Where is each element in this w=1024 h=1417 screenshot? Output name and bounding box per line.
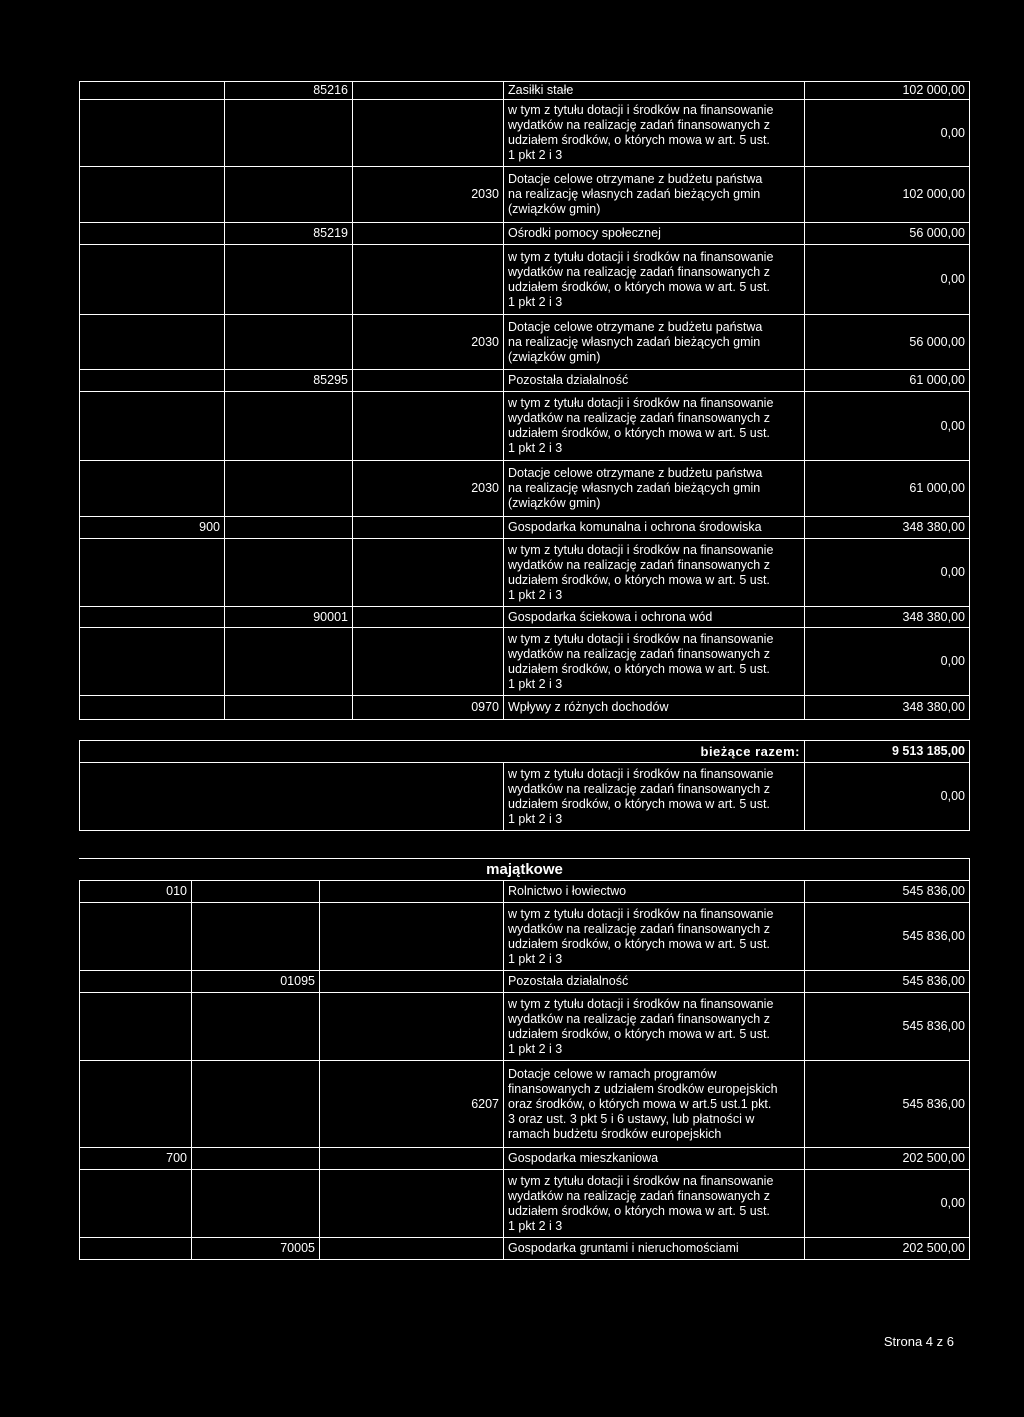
cell-paragraph bbox=[353, 223, 504, 245]
cell-paragraph bbox=[320, 1148, 504, 1170]
cell-amount: 61 000,00 bbox=[805, 461, 970, 517]
table-row bbox=[80, 628, 970, 696]
cell-paragraph: 6207 bbox=[320, 1061, 504, 1148]
cell-paragraph: 0970 bbox=[353, 696, 504, 720]
cell-paragraph bbox=[320, 993, 504, 1061]
table-row bbox=[80, 370, 970, 392]
cell-chapter bbox=[225, 315, 353, 370]
cell-paragraph bbox=[353, 539, 504, 607]
cell-chapter: 01095 bbox=[192, 971, 320, 993]
cell-chapter bbox=[192, 903, 320, 971]
table-row bbox=[80, 1148, 970, 1170]
cell-division bbox=[80, 1238, 192, 1260]
cell-description: Gospodarka gruntami i nieruchomościami bbox=[504, 1238, 805, 1260]
summary-sub-row bbox=[80, 763, 970, 831]
cell-chapter bbox=[225, 539, 353, 607]
table-row bbox=[80, 315, 970, 370]
section-title: majątkowe bbox=[80, 859, 970, 881]
cell-chapter bbox=[225, 245, 353, 315]
cell-paragraph bbox=[320, 903, 504, 971]
table-row bbox=[80, 392, 970, 461]
cell-description: w tym z tytułu dotacji i środków na finansowanie wydatków na realizację zadań finansowanych z udziałem środków, o których mowa w art. 5 ust. 1 pkt 2 i 3 bbox=[504, 100, 805, 167]
cell-paragraph bbox=[353, 100, 504, 167]
table-row bbox=[80, 696, 970, 720]
cell-amount: 545 836,00 bbox=[805, 881, 970, 903]
cell-chapter bbox=[225, 167, 353, 223]
table-row bbox=[80, 1238, 970, 1260]
cell-chapter bbox=[225, 517, 353, 539]
cell-description: Gospodarka mieszkaniowa bbox=[504, 1148, 805, 1170]
cell-amount: 0,00 bbox=[805, 392, 970, 461]
cell-division bbox=[80, 628, 225, 696]
cell-amount: 545 836,00 bbox=[805, 993, 970, 1061]
cell-description: Dotacje celowe otrzymane z budżetu państwa na realizację własnych zadań bieżących gmin (związków gmin) bbox=[504, 461, 805, 517]
cell-amount: 348 380,00 bbox=[805, 607, 970, 628]
cell-division bbox=[80, 607, 225, 628]
cell-amount: 56 000,00 bbox=[805, 315, 970, 370]
cell-division bbox=[80, 461, 225, 517]
cell-chapter bbox=[225, 100, 353, 167]
cell-division bbox=[80, 167, 225, 223]
summary-row bbox=[80, 741, 970, 763]
table-row bbox=[80, 1061, 970, 1148]
cell-description: Dotacje celowe otrzymane z budżetu państwa na realizację własnych zadań bieżących gmin (związków gmin) bbox=[504, 315, 805, 370]
cell-paragraph: 2030 bbox=[353, 167, 504, 223]
cell-division bbox=[80, 539, 225, 607]
cell-amount: 0,00 bbox=[805, 100, 970, 167]
cell-division bbox=[80, 392, 225, 461]
cell-amount: 545 836,00 bbox=[805, 903, 970, 971]
cell-description: Ośrodki pomocy społecznej bbox=[504, 223, 805, 245]
cell-description: w tym z tytułu dotacji i środków na finansowanie wydatków na realizację zadań finansowanych z udziałem środków, o których mowa w art. 5 ust. 1 pkt 2 i 3 bbox=[504, 628, 805, 696]
cell-division bbox=[80, 223, 225, 245]
table-row bbox=[80, 461, 970, 517]
summary-sub-desc: w tym z tytułu dotacji i środków na finansowanie wydatków na realizację zadań finansowanych z udziałem środków, o których mowa w art. 5 ust. 1 pkt 2 i 3 bbox=[504, 763, 805, 831]
cell-amount: 202 500,00 bbox=[805, 1238, 970, 1260]
summary-sub-amount: 0,00 bbox=[805, 763, 970, 831]
cell-paragraph bbox=[320, 881, 504, 903]
cell-description: Pozostała działalność bbox=[504, 971, 805, 993]
budget-table-current bbox=[79, 81, 970, 720]
cell-paragraph bbox=[353, 517, 504, 539]
cell-division bbox=[80, 971, 192, 993]
current-summary-table bbox=[79, 740, 970, 831]
table-row bbox=[80, 167, 970, 223]
cell-chapter: 85295 bbox=[225, 370, 353, 392]
cell-paragraph: 2030 bbox=[353, 315, 504, 370]
cell-amount: 545 836,00 bbox=[805, 1061, 970, 1148]
cell-division bbox=[80, 100, 225, 167]
cell-division bbox=[80, 1170, 192, 1238]
cell-paragraph bbox=[353, 392, 504, 461]
cell-chapter: 85219 bbox=[225, 223, 353, 245]
cell-chapter bbox=[225, 696, 353, 720]
table-row bbox=[80, 245, 970, 315]
cell-amount: 348 380,00 bbox=[805, 696, 970, 720]
page-number: Strona 4 z 6 bbox=[883, 1334, 954, 1349]
cell-division: 900 bbox=[80, 517, 225, 539]
cell-division bbox=[80, 315, 225, 370]
cell-description: Gospodarka ściekowa i ochrona wód bbox=[504, 607, 805, 628]
cell-description: Rolnictwo i łowiectwo bbox=[504, 881, 805, 903]
cell-description: Zasiłki stałe bbox=[504, 82, 805, 100]
cell-chapter bbox=[225, 628, 353, 696]
cell-paragraph bbox=[320, 1170, 504, 1238]
section-title-row bbox=[80, 859, 970, 881]
cell-amount: 0,00 bbox=[805, 1170, 970, 1238]
cell-description: w tym z tytułu dotacji i środków na finansowanie wydatków na realizację zadań finansowanych z udziałem środków, o których mowa w art. 5 ust. 1 pkt 2 i 3 bbox=[504, 539, 805, 607]
cell-paragraph: 2030 bbox=[353, 461, 504, 517]
cell-paragraph bbox=[353, 370, 504, 392]
cell-description: Gospodarka komunalna i ochrona środowiska bbox=[504, 517, 805, 539]
cell-description: Dotacje celowe otrzymane z budżetu państwa na realizację własnych zadań bieżących gmin (związków gmin) bbox=[504, 167, 805, 223]
budget-table-capital bbox=[79, 858, 970, 1260]
cell-division bbox=[80, 370, 225, 392]
cell-chapter bbox=[192, 1170, 320, 1238]
cell-division: 700 bbox=[80, 1148, 192, 1170]
cell-division bbox=[80, 696, 225, 720]
summary-amount: 9 513 185,00 bbox=[805, 741, 970, 763]
cell-amount: 545 836,00 bbox=[805, 971, 970, 993]
cell-description: Pozostała działalność bbox=[504, 370, 805, 392]
cell-chapter bbox=[192, 881, 320, 903]
table-row bbox=[80, 517, 970, 539]
cell-division bbox=[80, 245, 225, 315]
cell-chapter: 85216 bbox=[225, 82, 353, 100]
cell-description: Wpływy z różnych dochodów bbox=[504, 696, 805, 720]
cell-paragraph bbox=[353, 607, 504, 628]
cell-amount: 0,00 bbox=[805, 539, 970, 607]
cell-chapter: 90001 bbox=[225, 607, 353, 628]
summary-label: bieżące razem: bbox=[80, 741, 805, 763]
cell-description: w tym z tytułu dotacji i środków na finansowanie wydatków na realizację zadań finansowanych z udziałem środków, o których mowa w art. 5 ust. 1 pkt 2 i 3 bbox=[504, 993, 805, 1061]
cell-amount: 348 380,00 bbox=[805, 517, 970, 539]
cell-description: Dotacje celowe w ramach programów finansowanych z udziałem środków europejskich oraz środków, o których mowa w art.5 ust.1 pkt. 3 oraz ust. 3 pkt 5 i 6 ustawy, lub płatności w ramach budżetu środków europejskich bbox=[504, 1061, 805, 1148]
cell-description: w tym z tytułu dotacji i środków na finansowanie wydatków na realizację zadań finansowanych z udziałem środków, o których mowa w art. 5 ust. 1 pkt 2 i 3 bbox=[504, 392, 805, 461]
cell-chapter bbox=[192, 1148, 320, 1170]
table-row bbox=[80, 1170, 970, 1238]
table-row bbox=[80, 539, 970, 607]
cell-amount: 56 000,00 bbox=[805, 223, 970, 245]
cell-division bbox=[80, 82, 225, 100]
cell-amount: 102 000,00 bbox=[805, 167, 970, 223]
table-row bbox=[80, 82, 970, 100]
cell-chapter bbox=[192, 1061, 320, 1148]
cell-chapter bbox=[225, 392, 353, 461]
cell-paragraph bbox=[320, 1238, 504, 1260]
cell-chapter bbox=[225, 461, 353, 517]
cell-paragraph bbox=[353, 82, 504, 100]
table-row bbox=[80, 607, 970, 628]
table-row bbox=[80, 881, 970, 903]
cell-paragraph bbox=[353, 245, 504, 315]
table-row bbox=[80, 971, 970, 993]
cell-division bbox=[80, 1061, 192, 1148]
cell-amount: 202 500,00 bbox=[805, 1148, 970, 1170]
cell-amount: 61 000,00 bbox=[805, 370, 970, 392]
cell-description: w tym z tytułu dotacji i środków na finansowanie wydatków na realizację zadań finansowanych z udziałem środków, o których mowa w art. 5 ust. 1 pkt 2 i 3 bbox=[504, 1170, 805, 1238]
table-row bbox=[80, 903, 970, 971]
cell-paragraph bbox=[320, 971, 504, 993]
table-row bbox=[80, 993, 970, 1061]
cell-division bbox=[80, 903, 192, 971]
cell-amount: 0,00 bbox=[805, 628, 970, 696]
cell-division bbox=[80, 993, 192, 1061]
cell-description: w tym z tytułu dotacji i środków na finansowanie wydatków na realizację zadań finansowanych z udziałem środków, o których mowa w art. 5 ust. 1 pkt 2 i 3 bbox=[504, 245, 805, 315]
cell-division: 010 bbox=[80, 881, 192, 903]
cell-paragraph bbox=[353, 628, 504, 696]
cell-amount: 102 000,00 bbox=[805, 82, 970, 100]
table-row bbox=[80, 223, 970, 245]
cell-chapter bbox=[192, 993, 320, 1061]
table-row bbox=[80, 100, 970, 167]
cell-chapter: 70005 bbox=[192, 1238, 320, 1260]
summary-sub-empty bbox=[80, 763, 504, 831]
cell-amount: 0,00 bbox=[805, 245, 970, 315]
cell-description: w tym z tytułu dotacji i środków na finansowanie wydatków na realizację zadań finansowanych z udziałem środków, o których mowa w art. 5 ust. 1 pkt 2 i 3 bbox=[504, 903, 805, 971]
